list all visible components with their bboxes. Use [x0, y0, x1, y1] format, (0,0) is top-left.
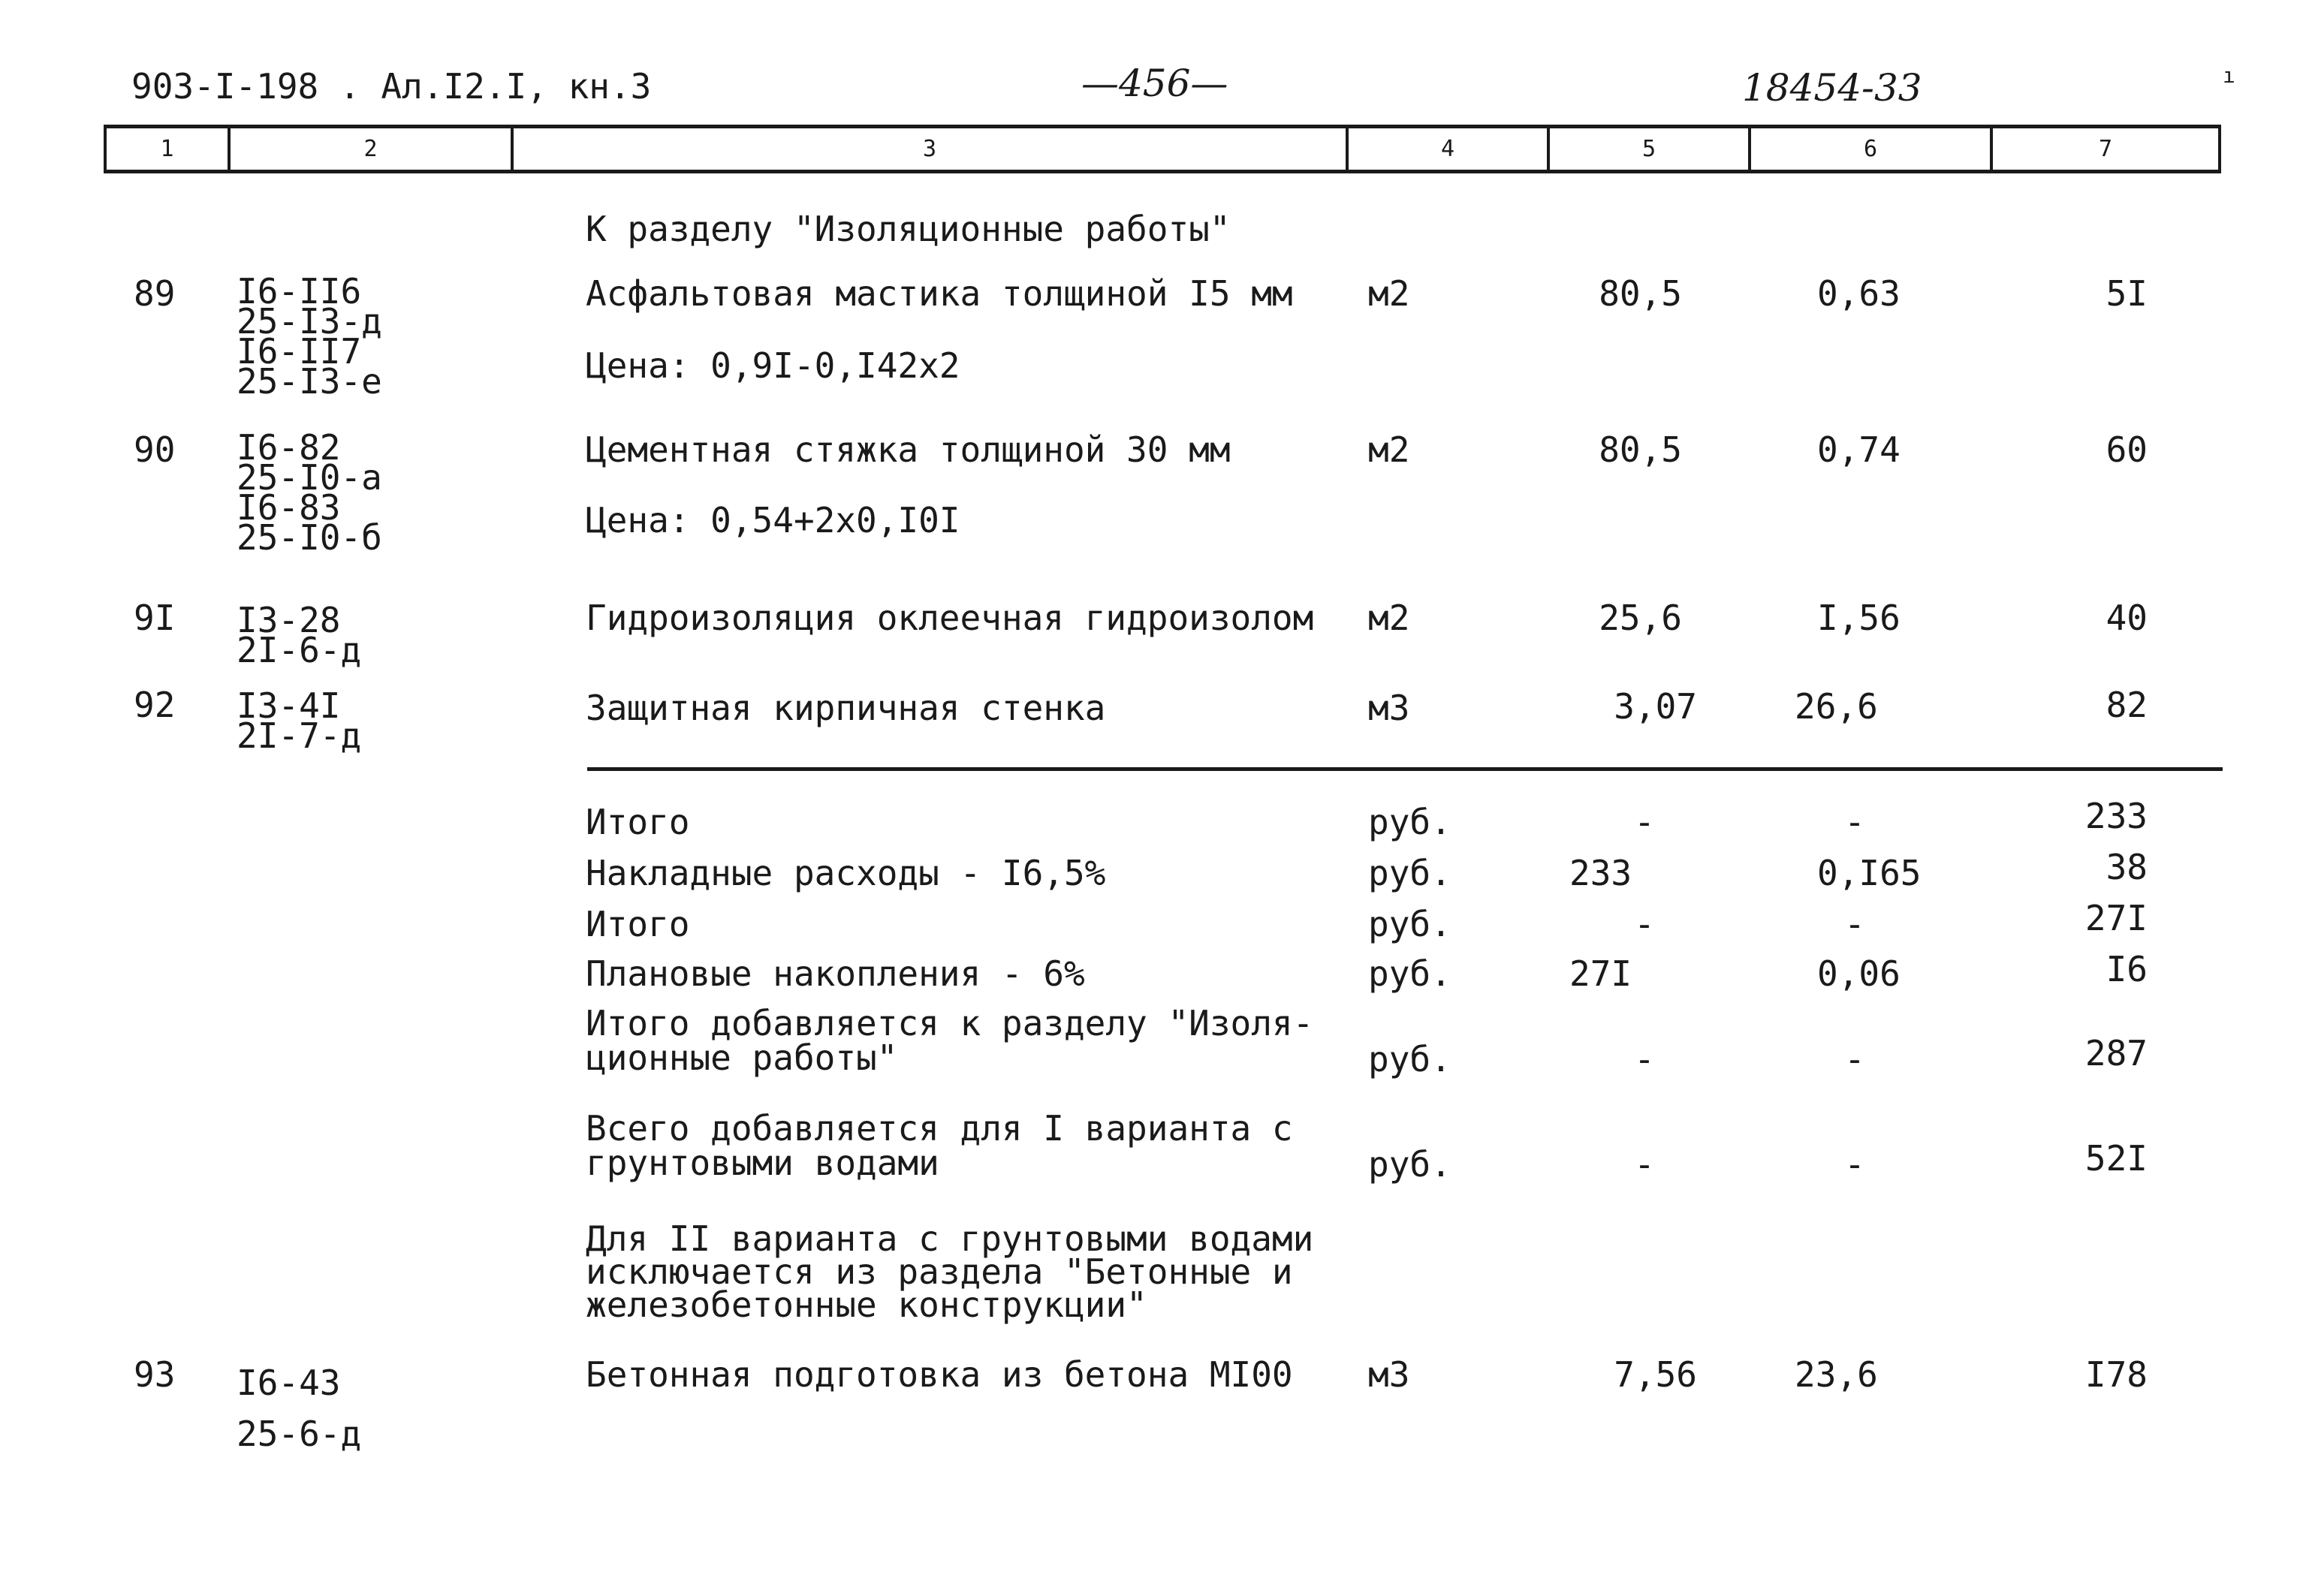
norm-code: I3-4I 2I-7-д: [237, 685, 362, 756]
quantity: 80,5: [1599, 273, 1682, 314]
quantity: 3,07: [1614, 686, 1697, 727]
unit: руб.: [1368, 1039, 1451, 1080]
total-cost: 27I: [2084, 898, 2148, 938]
total-cost: 287: [2084, 1033, 2148, 1074]
quantity: -: [1634, 1039, 1655, 1080]
unit-price: 0,63: [1817, 273, 1901, 314]
work-description: Гидроизоляция оклеечная гидроизолом: [586, 598, 1314, 638]
unit: м2: [1368, 273, 1410, 314]
unit: м3: [1368, 1354, 1410, 1395]
summary-divider: [587, 767, 2223, 771]
norm-code: I6-43 25-6-д: [237, 1363, 362, 1454]
quantity: 7,56: [1614, 1354, 1697, 1395]
section-title: К разделу "Изоляционные работы": [586, 209, 1231, 249]
quantity: -: [1634, 1144, 1655, 1185]
column-number: 7: [2098, 136, 2113, 162]
work-description: Цементная стяжка толщиной 30 мм: [586, 429, 1231, 470]
unit-price: -: [1844, 802, 1865, 842]
work-description: Защитная кирпичная стенка: [586, 688, 1106, 728]
unit-price: -: [1844, 904, 1865, 944]
column-number: 6: [1863, 136, 1878, 162]
summary-label: Итого: [586, 802, 690, 842]
unit-price: 23,6: [1795, 1354, 1878, 1395]
quantity: 27I: [1569, 953, 1632, 994]
work-description: Асфальтовая мастика толщиной I5 мм: [586, 273, 1293, 314]
column-number: 2: [363, 136, 378, 162]
summary-label: Плановые накопления - 6%: [586, 953, 1085, 994]
row-number: 92: [134, 685, 176, 725]
row-number: 89: [134, 273, 176, 314]
norm-code: I6-II6 25-I3-д I6-II7 25-I3-е: [237, 271, 382, 402]
summary-label: Накладные расходы - I6,5%: [586, 853, 1106, 893]
row-number: 93: [134, 1354, 176, 1395]
column-number: 5: [1641, 136, 1656, 162]
total-cost: 82: [2106, 685, 2148, 725]
row-number: 9I: [134, 598, 176, 638]
unit: руб.: [1368, 904, 1451, 944]
norm-code: I3-28 2I-6-д: [237, 600, 362, 670]
unit: руб.: [1368, 1144, 1451, 1185]
total-cost: 40: [2106, 598, 2148, 638]
unit: руб.: [1368, 853, 1451, 893]
column-number: 1: [160, 136, 174, 162]
norm-code: I6-82 25-I0-а I6-83 25-I0-б: [237, 427, 382, 558]
unit-price: 0,I65: [1817, 853, 1922, 893]
price-formula: Цена: 0,54+2x0,I0I: [586, 500, 960, 541]
quantity: 25,6: [1599, 598, 1682, 638]
column-number: 3: [922, 136, 937, 162]
quantity: 233: [1569, 853, 1632, 893]
unit-price: 26,6: [1795, 686, 1878, 727]
total-cost: 60: [2106, 429, 2148, 470]
column-number: 4: [1440, 136, 1455, 162]
total-cost: 38: [2106, 847, 2148, 887]
unit-price: I,56: [1817, 598, 1901, 638]
total-cost: 5I: [2106, 273, 2148, 314]
price-formula: Цена: 0,9I-0,I42x2: [586, 345, 960, 386]
total-cost: I78: [2084, 1354, 2148, 1395]
summary-label: Итого: [586, 904, 690, 944]
variant-note: Для II варианта с грунтовыми водами исключается из раздела "Бетонные и железобетонные конструкции": [586, 1218, 1314, 1325]
unit-price: 0,06: [1817, 953, 1901, 994]
total-cost: 233: [2084, 796, 2148, 836]
quantity: -: [1634, 904, 1655, 944]
page-number: —456—: [1081, 62, 1228, 105]
row-number: 90: [134, 429, 176, 470]
unit: руб.: [1368, 953, 1451, 994]
summary-label: Всего добавляется для I варианта с грунтовыми водами: [586, 1108, 1293, 1183]
unit-price: -: [1844, 1039, 1865, 1080]
total-cost: 52I: [2084, 1138, 2148, 1179]
corner-mark: ı: [2223, 63, 2235, 88]
document-code: 903-I-198 . Ал.I2.I, кн.3: [131, 66, 652, 107]
sheet-code: 18454-33: [1742, 66, 1922, 110]
unit: руб.: [1368, 802, 1451, 842]
quantity: 80,5: [1599, 429, 1682, 470]
total-cost: I6: [2106, 949, 2148, 989]
unit: м3: [1368, 688, 1410, 728]
unit: м2: [1368, 429, 1410, 470]
unit-price: -: [1844, 1144, 1865, 1185]
unit-price: 0,74: [1817, 429, 1901, 470]
summary-label: Итого добавляется к разделу "Изоля- ционные работы": [586, 1003, 1314, 1078]
quantity: -: [1634, 802, 1655, 842]
unit: м2: [1368, 598, 1410, 638]
work-description: Бетонная подготовка из бетона МI00: [586, 1354, 1293, 1395]
